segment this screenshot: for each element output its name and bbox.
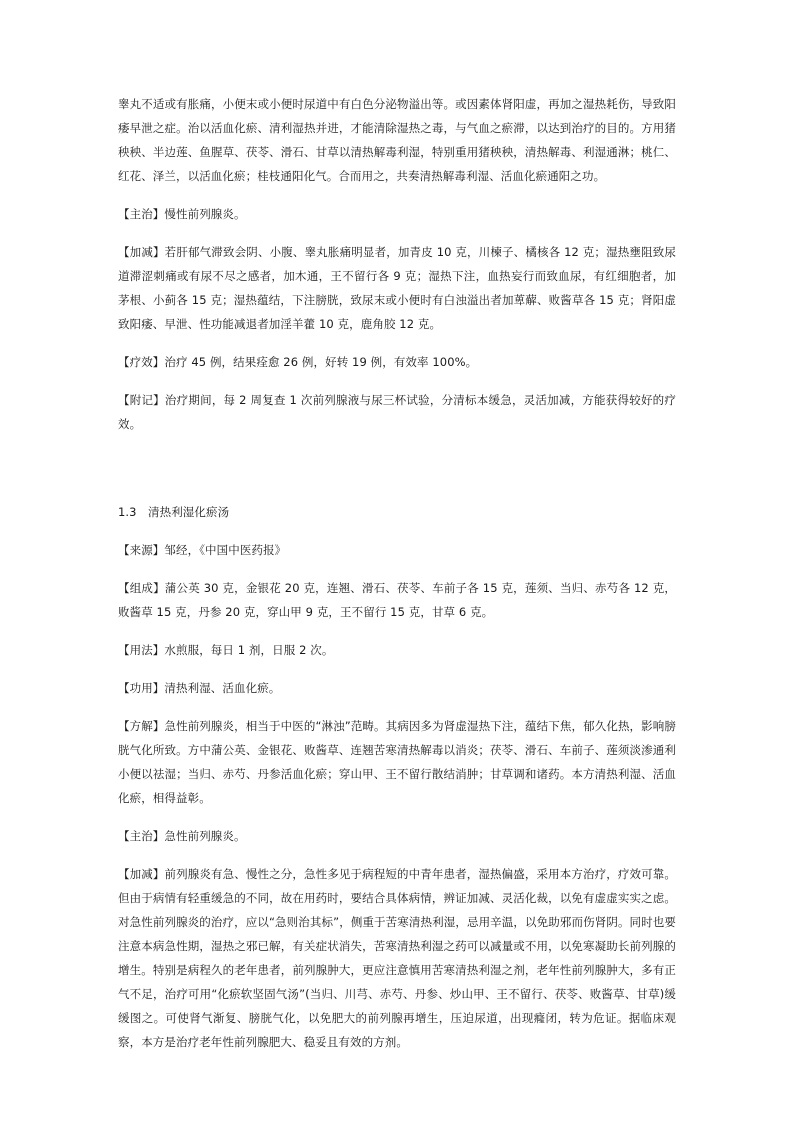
note-text: 治疗期间，每 2 周复查 1 次前列腺液与尿三杯试验，分清标本缓急，灵活加减，方能获得较好的疗效。 [118, 393, 677, 431]
composition-text: 蒲公英 30 克，金银花 20 克，连翘、滑石、茯苓、车前子各 15 克，莲须、当归、赤芍各 12 克，败酱草 15 克，丹参 20 克，穿山甲 9 克，王不留行 15 克，甘草 6 克。 [118, 581, 676, 619]
source-text: 邹经，《中国中医药报》 [164, 543, 287, 557]
modification2-label: 【加减】 [118, 867, 165, 881]
usage-paragraph [118, 638, 676, 662]
formula-explanation-label: 【方解】 [118, 719, 165, 733]
usage-label: 【用法】 [118, 643, 165, 657]
section-title: 清热利湿化瘀汤 [148, 505, 230, 519]
composition-label: 【组成】 [118, 581, 165, 595]
function-paragraph [118, 676, 676, 700]
function-label: 【功用】 [118, 681, 165, 695]
indication2-label: 【主治】 [118, 829, 165, 843]
indication2-text: 急性前列腺炎。 [164, 829, 246, 843]
efficacy-label: 【疗效】 [118, 355, 165, 369]
intro-paragraph: 睾丸不适或有胀痛，小便末或小便时尿道中有白色分泌物溢出等。或因素体肾阳虚，再加之湿热耗伤，导致阳痿早泄之症。治以活血化瘀、清利湿热并进，才能清除湿热之毒，与气血之瘀滞，以达到治疗的目的。方用猪秧秧、半边莲、鱼腥草、茯苓、滑石、甘草以清热解毒利湿，特别重用猪秧秧，清热解毒、利湿通淋；桃仁、红花、泽兰，以活血化瘀；桂枝通阳化气。合而用之，共奏清热解毒利湿、活血化瘀通阳之功。 [118, 97, 676, 183]
formula-explanation-paragraph [118, 714, 676, 810]
section-number: 1.3 [118, 505, 137, 519]
formula-explanation-text: 急性前列腺炎，相当于中医的“淋浊”范畴。其病因多为肾虚湿热下注，蕴结下焦，郁久化热，影响膀胱气化所致。方中蒲公英、金银花、败酱草、连翘苦寒清热解毒以消炎；茯苓、滑石、车前子、莲须淡渗通利小便以祛湿；当归、赤芍、丹参活血化瘀；穿山甲、王不留行散结消肿；甘草调和诸药。本方清热利湿、活血化瘀，相得益彰。 [118, 719, 676, 805]
composition-paragraph [118, 576, 676, 624]
indication-text: 慢性前列腺炎。 [164, 207, 246, 221]
indication2-paragraph [118, 824, 676, 848]
modification2-paragraph [118, 862, 676, 1054]
usage-text: 水煎服，每日 1 剂，日服 2 次。 [164, 643, 334, 657]
document-page [118, 92, 676, 1054]
note-paragraph [118, 388, 676, 436]
note-label: 【附记】 [118, 393, 165, 407]
source-label: 【来源】 [118, 543, 165, 557]
indication-paragraph [118, 202, 676, 226]
modification-paragraph [118, 240, 676, 336]
indication-label: 【主治】 [118, 207, 165, 221]
modification-label: 【加减】 [118, 245, 165, 259]
modification2-text: 前列腺炎有急、慢性之分，急性多见于病程短的中青年患者，湿热偏盛，采用本方治疗，疗效可靠。但由于病情有轻重缓急的不同，故在用药时，要结合具体病情，辨证加减、灵活化裁，以免有虚虚实实之虑。对急性前列腺炎的治疗，应以“急则治其标”，侧重于苦寒清热利湿，忌用辛温，以免助邪而伤肾阴。同时也要注意本病急性期，湿热之邪已解，有关症状消失，苦寒清热利湿之药可以减量或不用，以免寒凝助长前列腺的增生。特别是病程久的老年患者，前列腺肿大，更应注意慎用苦寒清热利湿之剂，老年性前列腺肿大，多有正气不足，治疗可用“化瘀软坚固气汤”(当归、川芎、赤芍、丹参、炒山甲、王不留行、茯苓、败酱草、甘草)缓缓图之。可使肾气渐复、膀胱气化，以免肥大的前列腺再增生，压迫尿道，出现癃闭，转为危证。据临床观察，本方是治疗老年性前列腺肥大、稳妥且有效的方剂。 [118, 867, 676, 1049]
source-paragraph [118, 538, 676, 562]
efficacy-paragraph [118, 350, 676, 374]
function-text: 清热利湿、活血化瘀。 [164, 681, 281, 695]
efficacy-text: 治疗 45 例，结果痊愈 26 例，好转 19 例，有效率 100%。 [164, 355, 478, 369]
modification-text: 若肝郁气滞致会阴、小腹、睾丸胀痛明显者，加青皮 10 克，川楝子、橘核各 12 克；湿热壅阻致尿道滞涩刺痛或有尿不尽之感者，加木通，王不留行各 9 克；湿热下注，血热妄行而致血尿，有红细胞者，加茅根、小蓟各 15 克；湿热蕴结，下注膀胱，致尿末或小便时有白浊溢出者加萆薢、败酱草各 15 克；肾阳虚致阳痿、早泄、性功能减退者加淫羊藿 10 克，鹿角胶 12 克。 [118, 245, 676, 331]
section-heading [118, 500, 676, 524]
